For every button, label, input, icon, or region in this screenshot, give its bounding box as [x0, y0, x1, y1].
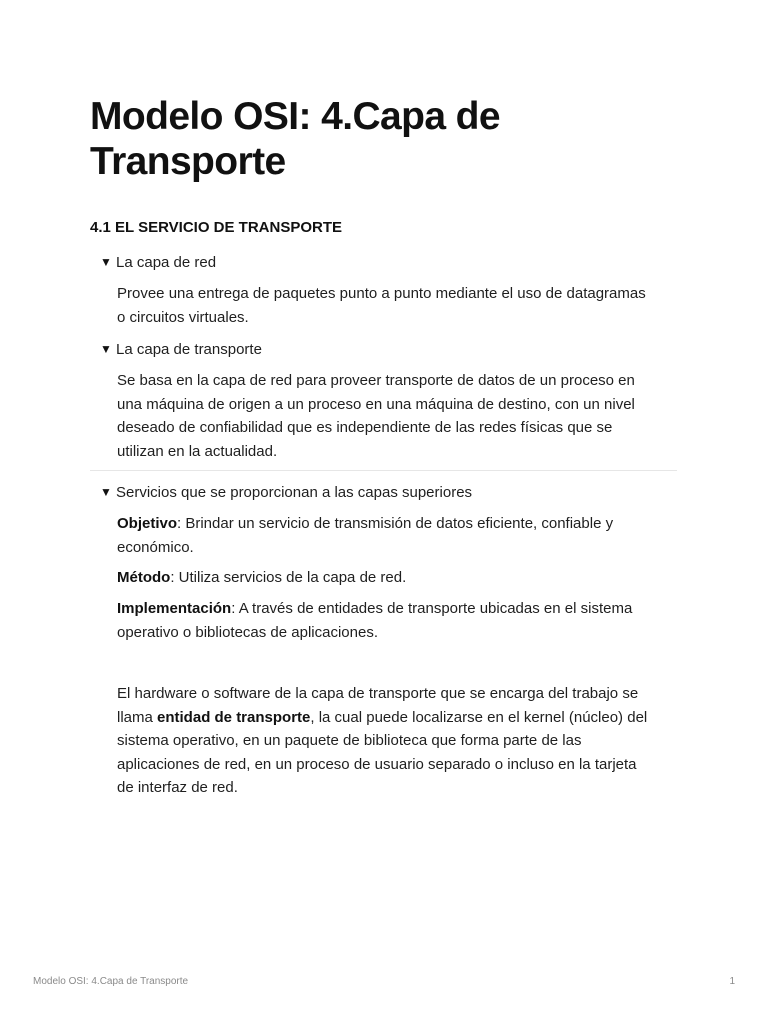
page-title: Modelo OSI: 4.Capa de Transporte [90, 95, 500, 183]
toggle-servicios[interactable] [100, 482, 472, 503]
footer-page-number: 1 [729, 976, 735, 987]
objetivo-paragraph [117, 512, 657, 559]
footer-title: Modelo OSI: 4.Capa de Transporte [33, 976, 189, 987]
divider [90, 470, 677, 471]
entidad-bold-term: entidad de transporte [157, 708, 311, 726]
implementacion-label: Implementación [117, 600, 232, 617]
toggle-triangle-icon[interactable]: ▼ [100, 255, 112, 269]
implementacion-text: : A través de entidades de transporte ubicadas en el sistema operativo o bibliotecas de aplicaciones. [117, 600, 633, 641]
implementacion-paragraph [117, 597, 657, 644]
metodo-label: Método [117, 569, 171, 586]
toggle-triangle-icon[interactable]: ▼ [100, 342, 112, 356]
toggle-capa-de-red[interactable] [100, 252, 216, 273]
toggle-triangle-icon[interactable]: ▼ [100, 485, 112, 499]
toggle-capa-de-transporte[interactable] [100, 339, 262, 360]
metodo-text: : Utiliza servicios de la capa de red. [170, 569, 407, 586]
toggle-label[interactable]: La capa de red [116, 254, 217, 271]
toggle-label[interactable]: Servicios que se proporcionan a las capas superiores [116, 484, 473, 501]
objetivo-label: Objetivo [117, 515, 178, 532]
entidad-text-before: El hardware o software de la capa de transporte que se encarga del trabajo se llama [117, 685, 639, 726]
entidad-paragraph [117, 682, 657, 800]
section-heading: 4.1 EL SERVICIO DE TRANSPORTE [90, 219, 343, 236]
toggle-content: Se basa en la capa de red para proveer transporte de datos de un proceso en una máquina de origen a un proceso en una máquina de destino, con un nivel deseado de confiabilidad que es independiente de las redes físicas que se utilizan en la actualidad. [117, 372, 635, 460]
objetivo-text: : Brindar un servicio de transmisión de datos eficiente, confiable y económico. [117, 515, 614, 556]
metodo-paragraph [117, 566, 657, 590]
toggle-label[interactable]: La capa de transporte [116, 341, 262, 358]
toggle-content: Provee una entrega de paquetes punto a punto mediante el uso de datagramas o circuitos virtuales. [117, 285, 646, 326]
entidad-text-after: , la cual puede localizarse en el kernel (núcleo) del sistema operativo, en un paquete de biblioteca que forma parte de las aplicaciones de red, en un proceso de usuario separado o incluso en la tarjeta de interfaz de red. [117, 708, 648, 796]
